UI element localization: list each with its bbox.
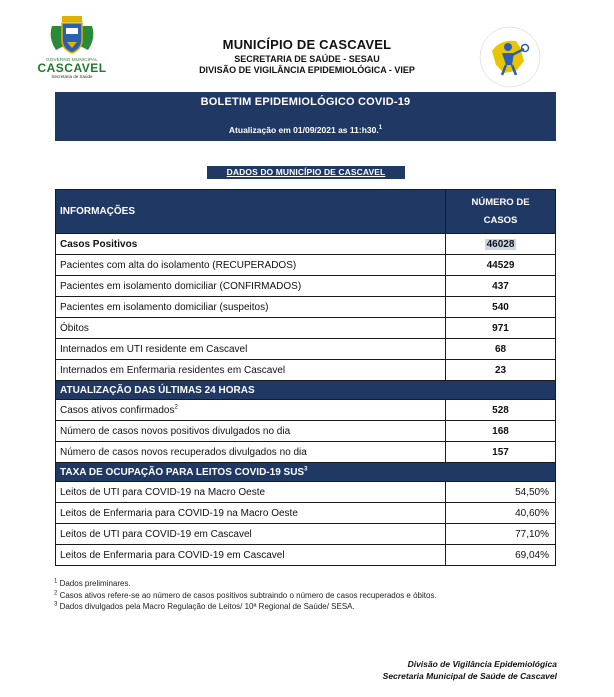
row-label: Leitos de Enfermaria para COVID-19 na Macro Oeste bbox=[56, 503, 446, 524]
table-header-row bbox=[56, 190, 556, 234]
section-title: DADOS DO MUNICÍPIO DE CASCAVEL bbox=[207, 166, 405, 179]
table-row bbox=[56, 297, 556, 318]
department-label: Secretaria de Saúde bbox=[51, 74, 93, 79]
row-label: Internados em UTI residente em Cascavel bbox=[56, 339, 446, 360]
row-value: 528 bbox=[446, 400, 556, 421]
footnotes bbox=[54, 578, 437, 613]
occupancy-header bbox=[56, 463, 556, 482]
update-timestamp: Atualização em 01/09/2021 as 11:h30.$^1$ bbox=[228, 125, 383, 135]
table-row bbox=[56, 442, 556, 463]
footnote: $^3$ Dados divulgados pela Macro Regulação de Leitos/ 10ª Regional de Saúde/ SESA. bbox=[54, 601, 355, 611]
signature-secretariat: Secretaria Municipal de Saúde de Cascavel bbox=[382, 670, 557, 681]
row-value: 23 bbox=[446, 360, 556, 381]
table-row bbox=[56, 400, 556, 421]
row-value: 77,10% bbox=[446, 524, 556, 545]
signature-division: Divisão de Vigilância Epidemiológica bbox=[407, 659, 557, 669]
row-label: Casos ativos confirmados$^2$ bbox=[56, 400, 446, 421]
row-value: 437 bbox=[446, 276, 556, 297]
city-name: CASCAVEL bbox=[37, 61, 107, 75]
table-row bbox=[56, 421, 556, 442]
footnote: $^1$ Dados preliminares. bbox=[54, 578, 131, 588]
table-row bbox=[56, 524, 556, 545]
table-row bbox=[56, 255, 556, 276]
signature-block bbox=[383, 659, 557, 682]
row-value bbox=[446, 234, 556, 255]
row-label: Leitos de UTI para COVID-19 na Macro Oeste bbox=[56, 482, 446, 503]
government-label: GOVERNO MUNICIPAL bbox=[46, 57, 98, 62]
secretariat-title: SECRETARIA DE SAÚDE - SESAU bbox=[234, 54, 380, 64]
row-value: 54,50% bbox=[446, 482, 556, 503]
bulletin-banner bbox=[55, 92, 556, 141]
table-row bbox=[56, 360, 556, 381]
table-row bbox=[56, 318, 556, 339]
row-label: Casos Positivos bbox=[56, 234, 446, 255]
viep-emblem-icon bbox=[478, 25, 542, 89]
row-label: Pacientes com alta do isolamento (RECUPERADOS) bbox=[56, 255, 446, 276]
row-value: 168 bbox=[446, 421, 556, 442]
row-label: Leitos de UTI para COVID-19 em Cascavel bbox=[56, 524, 446, 545]
cascavel-logo bbox=[30, 16, 114, 82]
row-label: Pacientes em isolamento domiciliar (suspeitos) bbox=[56, 297, 446, 318]
division-title: DIVISÃO DE VIGILÂNCIA EPIDEMIOLÓGICA - VIEP bbox=[199, 65, 415, 75]
row-value: 157 bbox=[446, 442, 556, 463]
section-24h-header bbox=[56, 381, 556, 400]
row-value: 69,04% bbox=[446, 545, 556, 566]
row-label: Leitos de Enfermaria para COVID-19 em Cascavel bbox=[56, 545, 446, 566]
occupancy-title: TAXA DE OCUPAÇÃO PARA LEITOS COVID-19 SUS$^3$ bbox=[56, 463, 556, 482]
municipality-title: MUNICÍPIO DE CASCAVEL bbox=[222, 37, 392, 52]
table-row bbox=[56, 545, 556, 566]
data-table bbox=[55, 189, 556, 566]
row-label: Óbitos bbox=[56, 318, 446, 339]
table-row bbox=[56, 234, 556, 255]
table-row bbox=[56, 339, 556, 360]
table-row bbox=[56, 276, 556, 297]
viep-logo bbox=[478, 25, 542, 89]
row-label: Número de casos novos recuperados divulgados no dia bbox=[56, 442, 446, 463]
row-label: Internados em Enfermaria residentes em Cascavel bbox=[56, 360, 446, 381]
row-value: 971 bbox=[446, 318, 556, 339]
highlighted-value: 46028 bbox=[486, 238, 515, 250]
row-value: 68 bbox=[446, 339, 556, 360]
table-row bbox=[56, 503, 556, 524]
row-value: 44529 bbox=[446, 255, 556, 276]
section-24h-title: ATUALIZAÇÃO DAS ÚLTIMAS 24 HORAS bbox=[56, 381, 556, 400]
row-label: Pacientes em isolamento domiciliar (CONFIRMADOS) bbox=[56, 276, 446, 297]
document-header bbox=[150, 37, 464, 75]
row-label: Número de casos novos positivos divulgados no dia bbox=[56, 421, 446, 442]
info-column-header: INFORMAÇÕES bbox=[56, 190, 446, 234]
row-value: 40,60% bbox=[446, 503, 556, 524]
footnote: $^2$ Casos ativos refere-se ao número de casos positivos subtraindo o número de casos recuperados e óbitos. bbox=[54, 589, 437, 600]
coat-of-arms-icon bbox=[46, 16, 98, 56]
bulletin-title: BOLETIM EPIDEMIOLÓGICO COVID-19 bbox=[200, 96, 411, 108]
table-row bbox=[56, 482, 556, 503]
row-value: 540 bbox=[446, 297, 556, 318]
cases-column-header: NÚMERO DE CASOS bbox=[446, 190, 556, 234]
